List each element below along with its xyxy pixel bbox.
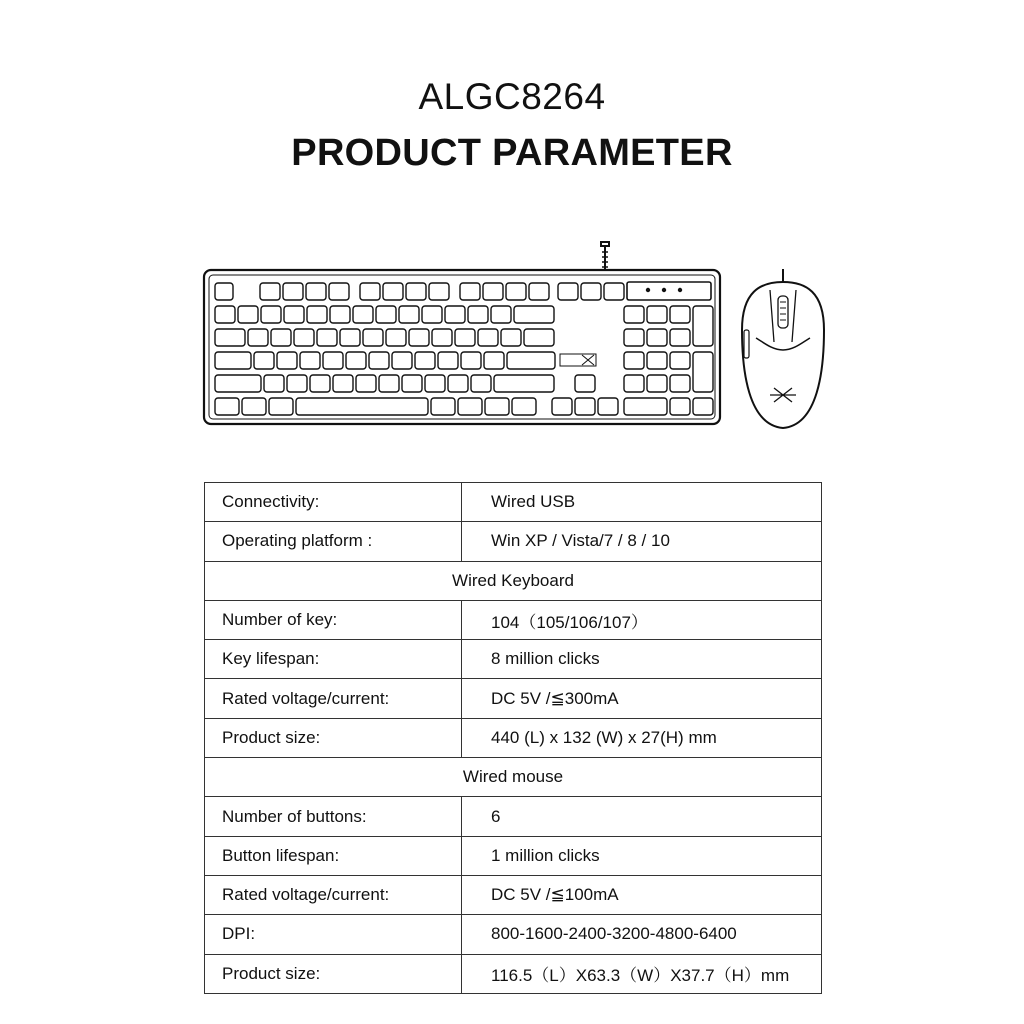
- table-row: [205, 522, 822, 561]
- keycap: [575, 398, 595, 415]
- altec-logo-mark: [582, 355, 594, 365]
- keycap: [501, 329, 521, 346]
- keycap: [346, 352, 366, 369]
- keycap: [283, 283, 303, 300]
- keycap: [575, 375, 595, 392]
- keycap: [693, 352, 713, 392]
- spec-label: Key lifespan:: [205, 640, 462, 679]
- keycap: [287, 375, 307, 392]
- keycap: [254, 352, 274, 369]
- section-heading-mouse: Wired mouse: [205, 758, 822, 797]
- keycap: [670, 329, 690, 346]
- table-row: [205, 640, 822, 679]
- keycap: [693, 398, 713, 415]
- keycap: [506, 283, 526, 300]
- keycap: [670, 398, 690, 415]
- keycap: [386, 329, 406, 346]
- keycap: [363, 329, 383, 346]
- keycap: [431, 398, 455, 415]
- keycap: [647, 375, 667, 392]
- spec-value: Win XP / Vista/7 / 8 / 10: [462, 522, 822, 561]
- keycap: [432, 329, 452, 346]
- keycap: [215, 306, 235, 323]
- keycap: [693, 306, 713, 346]
- keycap: [260, 283, 280, 300]
- model-number: ALGC8264: [418, 76, 606, 117]
- keycap: [399, 306, 419, 323]
- keycap: [379, 375, 399, 392]
- keycap: [422, 306, 442, 323]
- keycap: [406, 283, 426, 300]
- section-heading-keyboard: Wired Keyboard: [205, 561, 822, 600]
- spec-label: Number of buttons:: [205, 797, 462, 836]
- keycap: [356, 375, 376, 392]
- keycap: [310, 375, 330, 392]
- keycap: [494, 375, 554, 392]
- keycap: [524, 329, 554, 346]
- keycap: [248, 329, 268, 346]
- keycap: [215, 398, 239, 415]
- keycap: [458, 398, 482, 415]
- keycap: [215, 375, 261, 392]
- keycap: [415, 352, 435, 369]
- keycap: [300, 352, 320, 369]
- keycap: [491, 306, 511, 323]
- keycap: [461, 352, 481, 369]
- keycap: [392, 352, 412, 369]
- keycap: [215, 329, 245, 346]
- keycap: [383, 283, 403, 300]
- keycap: [284, 306, 304, 323]
- table-row: [205, 875, 822, 914]
- keycap: [512, 398, 536, 415]
- keycap: [333, 375, 353, 392]
- spec-label: Product size:: [205, 954, 462, 993]
- page-title: PRODUCT PARAMETER: [291, 132, 733, 174]
- keycap: [294, 329, 314, 346]
- section-row-mouse: [205, 758, 822, 797]
- keycap: [514, 306, 554, 323]
- keycap: [604, 283, 624, 300]
- keycap: [448, 375, 468, 392]
- keycap: [330, 306, 350, 323]
- table-row: [205, 679, 822, 718]
- spec-value: Wired USB: [462, 483, 822, 522]
- keycap: [670, 306, 690, 323]
- keycap: [647, 306, 667, 323]
- mouse-icon: [742, 269, 824, 428]
- keycap: [271, 329, 291, 346]
- keycap: [329, 283, 349, 300]
- keycap: [581, 283, 601, 300]
- keycap: [306, 283, 326, 300]
- keycap: [552, 398, 572, 415]
- keycap: [471, 375, 491, 392]
- keycap: [478, 329, 498, 346]
- table-row: [205, 954, 822, 993]
- spec-value: DC 5V /≦100mA: [462, 875, 822, 914]
- keycap: [624, 375, 644, 392]
- spec-label: Rated voltage/current:: [205, 679, 462, 718]
- keycap: [507, 352, 555, 369]
- table-row: [205, 915, 822, 954]
- spec-value: 116.5（L）X63.3（W）X37.7（H）mm: [462, 954, 822, 993]
- table-row: [205, 600, 822, 639]
- spec-value: 104（105/106/107）: [462, 600, 822, 639]
- table-row: [205, 797, 822, 836]
- spec-label: Rated voltage/current:: [205, 875, 462, 914]
- spec-label: DPI:: [205, 915, 462, 954]
- keycap: [238, 306, 258, 323]
- keycap: [445, 306, 465, 323]
- keycap: [215, 283, 233, 300]
- keycap: [598, 398, 618, 415]
- spec-label: Number of key:: [205, 600, 462, 639]
- keycap: [670, 352, 690, 369]
- spec-value: 800-1600-2400-3200-4800-6400: [462, 915, 822, 954]
- spec-label: Product size:: [205, 718, 462, 757]
- keycap: [353, 306, 373, 323]
- keycap: [269, 398, 293, 415]
- keycap: [647, 329, 667, 346]
- keycap: [529, 283, 549, 300]
- spec-value: DC 5V /≦300mA: [462, 679, 822, 718]
- keycap: [264, 375, 284, 392]
- spec-value: 440 (L) x 132 (W) x 27(H) mm: [462, 718, 822, 757]
- product-illustration: [200, 240, 830, 440]
- keyboard-icon: [204, 242, 720, 424]
- keycap: [340, 329, 360, 346]
- keycap: [468, 306, 488, 323]
- keycap: [624, 398, 667, 415]
- keycap: [429, 283, 449, 300]
- table-row: [205, 483, 822, 522]
- keycap: [277, 352, 297, 369]
- keycap: [360, 283, 380, 300]
- spec-label: Connectivity:: [205, 483, 462, 522]
- keycap: [376, 306, 396, 323]
- spec-value: 8 million clicks: [462, 640, 822, 679]
- section-row-keyboard: [205, 561, 822, 600]
- keycap: [307, 306, 327, 323]
- spec-table: [204, 482, 822, 994]
- spec-value: 1 million clicks: [462, 836, 822, 875]
- keycap: [215, 352, 251, 369]
- keycap: [483, 283, 503, 300]
- keycap: [624, 329, 644, 346]
- table-row: [205, 836, 822, 875]
- keycap: [242, 398, 266, 415]
- keycap: [425, 375, 445, 392]
- keycap: [369, 352, 389, 369]
- keycap: [261, 306, 281, 323]
- keycap: [296, 398, 428, 415]
- keycap: [409, 329, 429, 346]
- keycap: [402, 375, 422, 392]
- keycap: [438, 352, 458, 369]
- altec-logo-icon: [560, 354, 596, 366]
- keycap: [323, 352, 343, 369]
- spec-label: Operating platform :: [205, 522, 462, 561]
- keycap: [460, 283, 480, 300]
- keycap: [317, 329, 337, 346]
- spec-value: 6: [462, 797, 822, 836]
- keycap: [484, 352, 504, 369]
- keycap: [647, 352, 667, 369]
- keycap: [670, 375, 690, 392]
- keycap: [624, 306, 644, 323]
- keycap: [624, 352, 644, 369]
- keycap: [558, 283, 578, 300]
- spec-label: Button lifespan:: [205, 836, 462, 875]
- keycap: [455, 329, 475, 346]
- keycap: [485, 398, 509, 415]
- table-row: [205, 718, 822, 757]
